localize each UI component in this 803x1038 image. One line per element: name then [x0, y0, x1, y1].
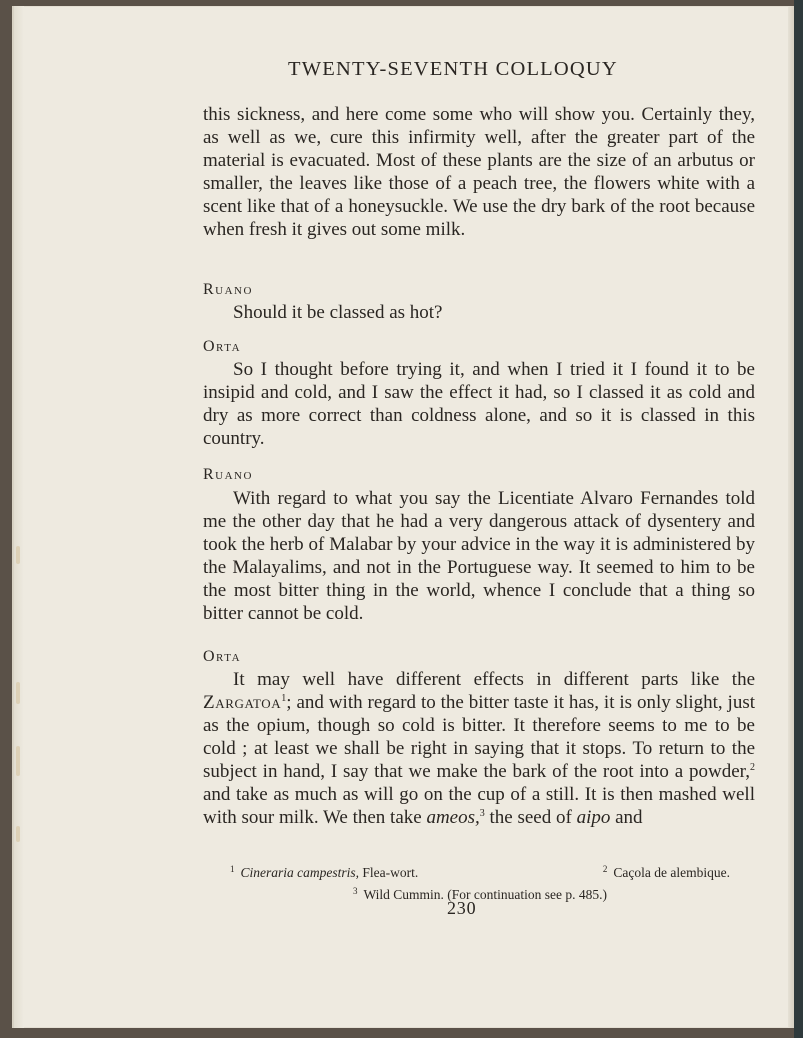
body-text	[203, 358, 755, 450]
foxing-mark	[16, 746, 20, 776]
footnote-row	[230, 860, 730, 882]
footnote-1-text: Flea-wort.	[359, 865, 419, 880]
footnote-2	[603, 860, 730, 882]
foxing-mark	[16, 682, 20, 704]
footnote-3	[230, 882, 730, 904]
foxing-mark	[16, 546, 20, 564]
paragraph-5-part-e: and	[610, 807, 643, 828]
footnote-ref-1: 1	[281, 693, 287, 704]
speaker-block	[203, 463, 755, 486]
running-head: TWENTY-SEVENTH COLLOQUY	[288, 58, 618, 80]
speaker-ruano-1: Ruano	[203, 281, 253, 298]
page-number: 230	[447, 898, 477, 918]
footnote-1-italic: Cineraria campestris,	[240, 865, 360, 880]
footnote-2-text: Caçola de alembique.	[613, 865, 730, 880]
aipo-term: aipo	[576, 807, 611, 828]
footnote-1	[230, 860, 418, 882]
paragraph-5-part-b: ; and with regard to the bitter taste it has, it is only slight, just as the opium, though so cold is bitter. It therefore seems to me to be cold ; at least we shall be right in saying that it stops. To return to the subject in hand, I say that we make the bark of the root into a powder,	[203, 692, 755, 782]
footnote-1-number: 1	[230, 864, 235, 874]
gutter-shadow	[14, 6, 24, 1028]
speaker-orta-1: Orta	[203, 338, 242, 355]
footnote-2-number: 2	[602, 864, 608, 874]
paragraph-5-part-d: the seed of	[484, 807, 577, 828]
body-text	[203, 301, 755, 324]
paragraph-3: So I thought before trying it, and when I tried it I found it to be insipid and cold, and I saw the effect it had, so I classed it as cold and dry as more correct than coldness alone, and so it is classed in this country.	[203, 359, 755, 449]
zargatoa-term: Zargatoa	[203, 692, 282, 713]
speaker-block	[203, 645, 755, 668]
footnote-3-number: 3	[352, 886, 358, 896]
foxing-mark	[16, 826, 20, 842]
paragraph-5-part-a: It may well have different effects in different parts like the	[233, 669, 755, 690]
ameos-term: ameos,	[426, 807, 480, 828]
paragraph-1: this sickness, and here come some who will show you. Certainly they, as well as we, cure this infirmity well, after the greater part of the material is evacuated. Most of these plants are the size of an arbutus or smaller, the leaves like those of a peach tree, the flowers white with a scent like that of a honeysuckle. We use the dry bark of the root because when fresh it gives out some milk.	[203, 104, 755, 240]
paragraph-4: With regard to what you say the Licentiate Alvaro Fernandes told me the other day that he had a very dangerous attack of dysentery and took the herb of Malabar by your advice in the way it is administered by the Malayalims, and not in the Portuguese way. It seemed to him to be the most bitter thing in the world, whence I conclude that a thing so bitter cannot be cold.	[203, 488, 755, 624]
paragraph-5-part-c: and take as much as will go on the cup of a still. It is then mashed well with sour milk. We then take	[203, 784, 755, 828]
paragraph-2: Should it be classed as hot?	[233, 302, 443, 323]
speaker-ruano-2: Ruano	[203, 466, 253, 483]
speaker-orta-2: Orta	[203, 648, 242, 665]
footnote-3-text: Wild Cummin. (For continuation see p. 485.)	[363, 887, 608, 902]
footnote-ref-2: 2	[750, 762, 755, 773]
book-spine-edge	[794, 0, 803, 1038]
body-text	[203, 668, 755, 829]
speaker-block	[203, 278, 755, 301]
paragraph-5	[203, 668, 755, 829]
speaker-block	[203, 335, 755, 358]
body-text	[203, 487, 755, 625]
footnotes	[230, 860, 730, 904]
footnote-ref-3: 3	[479, 808, 485, 819]
body-text	[203, 103, 755, 241]
